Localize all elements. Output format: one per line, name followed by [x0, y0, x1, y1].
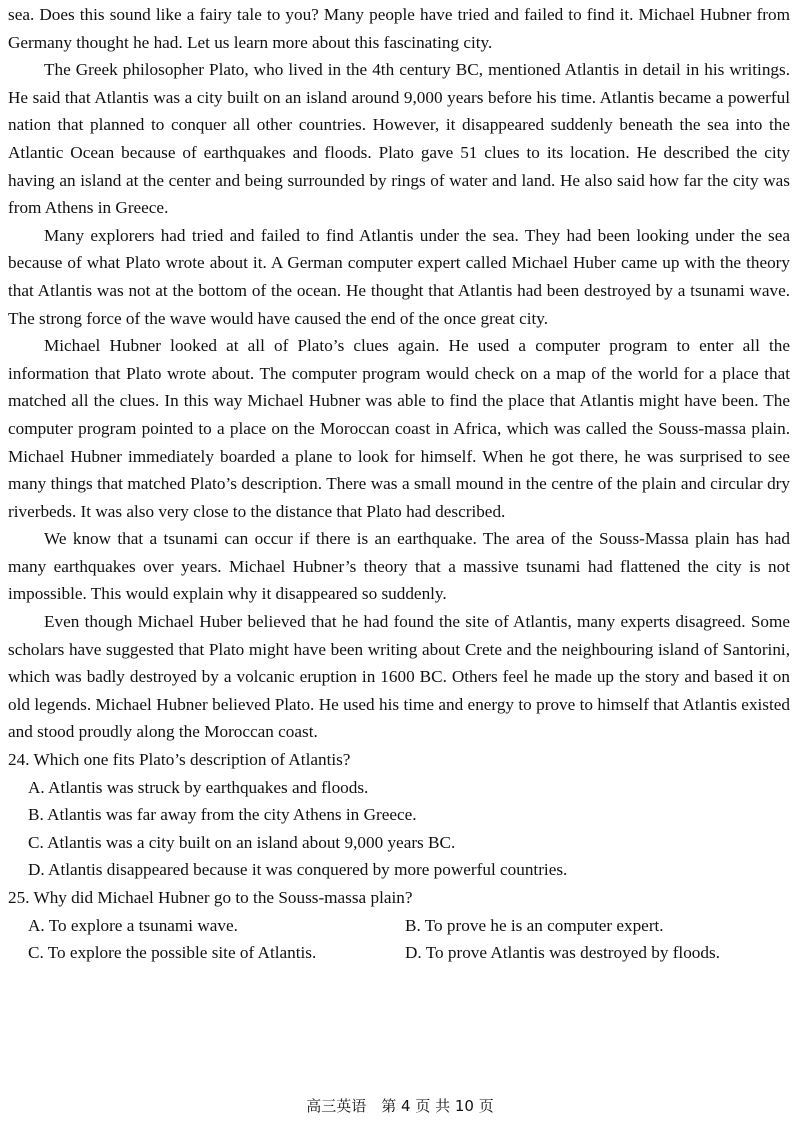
question-25-option-d: D. To prove Atlantis was destroyed by floods. [405, 943, 720, 963]
question-25-option-b: B. To prove he is an computer expert. [405, 915, 664, 935]
question-24-stem: 24. Which one fits Plato’s description of Atlantis? [8, 750, 351, 770]
paragraph-1: sea. Does this sound like a fairy tale to you? Many people have tried and failed to find it. Michael Hubner from Germany thought he had. Let us learn more about this fascinating city. [8, 5, 790, 52]
question-25-option-a: A. To explore a tsunami wave. [28, 915, 238, 935]
question-24-option-d: D. Atlantis disappeared because it was conquered by more powerful countries. [28, 860, 568, 880]
question-24-option-b: B. Atlantis was far away from the city Athens in Greece. [28, 805, 417, 825]
question-25-stem: 25. Why did Michael Hubner go to the Souss-massa plain? [8, 888, 413, 907]
question-24-option-c: C. Atlantis was a city built on an island about 9,000 years BC. [28, 832, 456, 852]
paragraph-5: We know that a tsunami can occur if there is an earthquake. The area of the Souss-Massa plain has had many earthquakes over years. Michael Hubner’s theory that a massive tsunami had flattened the city is not impossible. This would explain why it disappeared so suddenly. [8, 529, 790, 604]
question-25-options-row-2 [8, 939, 790, 967]
question-24 [8, 746, 790, 884]
page-footer: 高三英语 第 4 页 共 10 页 [306, 1097, 494, 1115]
reading-passage [8, 1, 790, 746]
paragraph-4: Michael Hubner looked at all of Plato’s clues again. He used a computer program to enter all the information that Plato wrote about. The computer program would check on a map of the world for a place that matched all the clues. In this way Michael Hubner was able to find the place that Atlantis might have been. The computer program pointed to a place on the Moroccan coast in Africa, which was called the Souss-massa plain. Michael Hubner immediately boarded a plane to look for himself. When he got there, he was surprised to see many things that matched Plato’s description. There was a small mound in the centre of the plain and circular dry riverbeds. It was also very close to the distance that Plato had described. [8, 336, 790, 521]
question-25-options-row-1 [8, 912, 790, 940]
paragraph-6: Even though Michael Huber believed that he had found the site of Atlantis, many experts disagreed. Some scholars have suggested that Plato might have been writing about Crete and the neighbouring island of Santorini, which was badly destroyed by a volcanic eruption in 1600 BC. Others feel he made up the story and based it on old legends. Michael Hubner believed Plato. He used his time and energy to prove to himself that Atlantis existed and stood proudly along the Moroccan coast. [8, 612, 790, 742]
question-25 [8, 884, 790, 967]
question-24-option-a: A. Atlantis was struck by earthquakes and floods. [28, 777, 369, 797]
exam-page [8, 0, 790, 967]
question-25-option-c: C. To explore the possible site of Atlantis. [28, 943, 317, 963]
paragraph-3: Many explorers had tried and failed to find Atlantis under the sea. They had been looking under the sea because of what Plato wrote about it. A German computer expert called Michael Huber came up with the theory that Atlantis was not at the bottom of the ocean. He thought that Atlantis had been destroyed by a tsunami wave. The strong force of the wave would have caused the end of the once great city. [8, 225, 790, 328]
paragraph-2: The Greek philosopher Plato, who lived in the 4th century BC, mentioned Atlantis in detail in his writings. He said that Atlantis was a city built on an island around 9,000 years before his time. Atlantis became a powerful nation that planned to conquer all other countries. However, it disappeared suddenly beneath the sea into the Atlantic Ocean because of earthquakes and floods. Plato gave 51 clues to its location. He described the city having an island at the center and being surrounded by rings of water and land. He also said how far the city was from Athens in Greece. [8, 60, 790, 218]
